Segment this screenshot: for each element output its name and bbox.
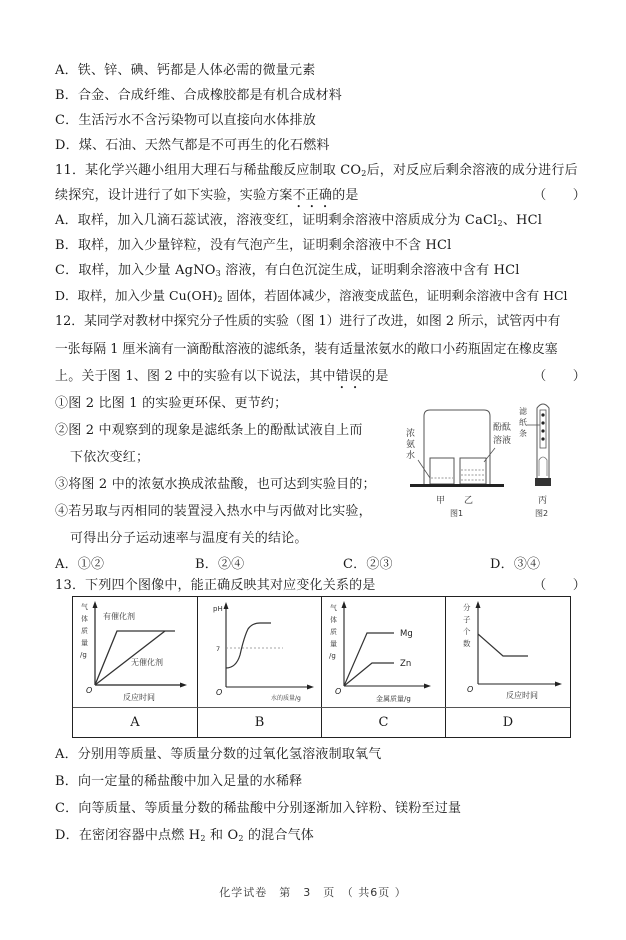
option-text: 固体，若固体减少，溶液变成蓝色，证明剩余溶液中含有 HCl [222,288,568,303]
series-label-zn: Zn [400,659,412,669]
y-label-char: 数 [463,639,471,648]
label-an: 氨 [406,440,416,450]
answer-parentheses: （ ） [533,578,586,593]
stem-text: 13．下列四个图像中，能正确反映其对应变化关系的是 [55,578,376,593]
label-tiao: 条 [519,429,527,438]
beaker-jia [430,458,454,484]
q13-option-b [55,773,302,790]
option-text: 溶液，有白色沉淀生成，证明剩余溶液中含有 HCl [220,263,520,278]
subscript: 2 [238,834,244,843]
stem-text: 11．某化学兴趣小组用大理石与稀盐酸反应制取 CO [55,163,362,178]
label-zhi: 纸 [519,418,527,427]
option-text: 在密闭容器中点燃 H [78,828,201,843]
y-label-char: 体 [330,616,337,624]
y-label-char: 质 [330,628,337,636]
option-letter: D． [55,138,79,153]
y-label-char: 量 [81,639,88,647]
answer-parentheses: （ ） [533,369,586,384]
rubber-stopper [535,478,551,486]
base-plate [410,484,504,487]
label-fenzhui: 酚酞 [493,423,512,433]
x-axis-label: 金属质量/g [376,695,411,703]
stem-text: 的是 [362,369,389,384]
subscript: 2 [217,295,223,304]
q10-option-b [55,87,342,104]
graph-cell-d [446,597,570,707]
option-letter: D． [490,557,514,572]
option-letter: C． [55,263,79,278]
stem-text: 上。关于图 1、图 2 中的实验有以下说法，其中 [55,369,336,384]
q13-option-d [55,827,314,847]
y-label-char: 个 [463,627,471,636]
option-text: ③④ [513,557,541,572]
q12-statement-1: ①图 2 比图 1 的实验更环保、更节约； [55,396,288,411]
label-jia: 甲 [436,496,446,506]
option-letter: A． [55,747,78,762]
q11-option-b [55,237,452,254]
stem-text: 的是 [332,188,359,203]
option-letter: B． [195,557,218,572]
y-label-char: 质 [81,627,88,635]
figure-1-apparatus [400,400,520,522]
label-yi: 乙 [464,496,474,506]
y-axis-label: pH [213,605,223,613]
y-axis-arrow-icon [224,602,229,609]
option-text: 的混合气体 [243,828,314,843]
option-text: 向一定量的稀盐酸中加入足量的水稀释 [77,774,303,789]
page-footer: 化学试卷 第 3 页 （ 共6页 ） [219,886,407,899]
option-text: 生活污水不含污染物可以直接向水体排放 [78,113,316,128]
q13-stem [55,577,586,594]
option-letter: B． [55,238,78,253]
y-label-char: 分 [463,603,471,612]
q12-option-a [55,556,104,573]
q12-option-c [343,556,393,573]
series-label-mg: Mg [400,629,413,639]
graph-label-d: D [502,715,514,730]
graph-label-c: C [322,708,446,737]
graph-cell-b [198,597,322,707]
q12-statement-4-cont: 可得出分子运动速率与温度有关的结论。 [70,531,308,546]
bell-jar [424,410,490,484]
q13-option-c [55,800,461,817]
option-text: 分别用等质量、等质量分数的过氧化氢溶液制取氧气 [77,747,382,762]
option-text: 取样，加入少量 Cu(OH) [77,288,218,303]
label-nong: 浓 [406,429,416,439]
subscript: 2 [361,169,367,178]
q12-option-d [490,556,540,573]
option-text: 铁、锌、碘、钙都是人体必需的微量元素 [77,63,316,78]
graph-label-b: B [198,708,322,737]
option-letter: D． [55,288,78,303]
q10-option-c [55,112,316,129]
q12-statement-4: ④若另取与丙相同的装置浸入热水中与丙做对比实验， [55,504,372,519]
series-zn [344,663,394,686]
option-text: 取样，加入少量锌粒，没有气泡产生，证明剩余溶液中不含 HCl [77,238,452,253]
option-letter: A． [55,557,78,572]
graph-a [73,597,197,707]
emphasis-text: 不正确 [292,188,333,203]
origin-label: O [335,687,342,696]
option-letter: C． [55,801,79,816]
y-axis-arrow-icon [342,601,347,608]
option-text: 取样，加入几滴石蕊试液，溶液变红，证明剩余溶液中溶质成分为 CaCl [77,213,498,228]
y-tick-label: 7 [216,645,221,653]
q10-option-d [55,137,330,154]
q12-stem-line2: 一张每隔 1 厘米滴有一滴酚酞溶液的滤纸条，装有适量浓氨水的敞口小药瓶固定在橡皮塞 [55,342,558,357]
option-letter: B． [55,774,78,789]
option-text: 煤、石油、天然气都是不可再生的化石燃料 [78,138,330,153]
x-axis-label: 反应时间 [123,693,155,702]
molecule-count-line [478,634,528,656]
graph-b [198,597,321,707]
y-axis-arrow-icon [93,601,98,608]
q12-statement-2: ②图 2 中观察到的现象是滤纸条上的酚酞试液自上而 [55,423,363,438]
option-text: 向等质量、等质量分数的稀盐酸中分别逐渐加入锌粉、镁粉至过量 [78,801,462,816]
origin-label: O [216,688,223,697]
series-label-without-catalyst: 无催化剂 [131,658,163,667]
q11-stem-line1 [55,162,578,182]
origin-label: O [86,686,93,695]
graph-c [322,597,445,707]
option-letter: D． [55,828,79,843]
answer-parentheses: （ ） [533,188,586,203]
x-axis-arrow-icon [424,684,431,689]
q12-statement-2-cont: 下依次变红； [70,450,150,465]
graph-label-a: A [73,708,198,737]
label-bing: 丙 [538,496,548,506]
option-text: 和 O [205,828,239,843]
ph-curve [226,623,271,668]
emphasis-text: 错误 [335,369,363,384]
figure-2-test-tube [519,398,585,524]
y-label-char: /g [329,652,336,660]
option-letter: C． [55,113,79,128]
option-letter: B． [55,88,78,103]
q10-option-a [55,62,315,79]
graph-cell-a [73,597,198,707]
q12-statement-3: ③将图 2 中的浓氨水换成浓盐酸，也可达到实验目的； [55,477,376,492]
stem-text: 后，对反应后剩余溶液的成分进行后 [366,163,578,178]
y-label-char: /g [80,651,87,659]
q12-option-b [195,556,244,573]
y-label-char: 气 [330,604,337,612]
label-rongye: 溶液 [493,436,512,446]
x-axis-label: 水的质量/g [271,695,301,702]
x-axis-label: 反应时间 [506,691,538,700]
option-text: 、HCl [502,213,543,228]
stem-text: 续探究，设计进行了如下实验，实验方案 [55,188,293,203]
origin-label: O [467,685,474,694]
subscript: 2 [497,219,503,228]
subscript: 2 [200,834,206,843]
x-axis-arrow-icon [307,685,314,690]
q11-option-d [55,287,568,308]
q13-option-a [55,746,381,763]
q11-stem-line2 [55,187,586,211]
option-letter: A． [55,213,78,228]
option-text: ①② [77,557,105,572]
q11-option-c [55,262,520,282]
subscript: 3 [215,269,221,278]
figure-1-caption: 图1 [450,509,464,518]
y-label-char: 气 [81,603,88,611]
label-shui: 水 [406,451,416,461]
graph-d [446,597,570,707]
graph-label-row [73,707,570,737]
graph-cell-c [322,597,446,707]
x-axis-arrow-icon [555,682,562,687]
series-mg [344,633,394,686]
y-label-char: 量 [330,640,337,648]
option-text: 合金、合成纤维、合成橡胶都是有机合成材料 [77,88,342,103]
series-label-with-catalyst: 有催化剂 [103,612,135,621]
option-text: ②④ [217,557,245,572]
y-axis-arrow-icon [476,601,481,608]
q12-stem-line1: 12．某同学对教材中探究分子性质的实验（图 1）进行了改进，如图 2 所示，试管丙中有 [55,314,561,329]
x-axis-arrow-icon [180,683,187,688]
q12-stem-line3 [55,368,586,392]
option-letter: C． [343,557,367,572]
option-text: ②③ [366,557,393,572]
option-letter: A． [55,63,78,78]
y-label-char: 子 [463,615,471,624]
y-label-char: 体 [81,615,88,623]
figure-2-caption: 图2 [535,509,549,518]
label-lv: 滤 [519,407,527,416]
graph-table [72,596,571,738]
small-bottle [539,457,547,476]
q11-option-a [55,212,542,232]
option-text: 取样，加入少量 AgNO [78,263,216,278]
